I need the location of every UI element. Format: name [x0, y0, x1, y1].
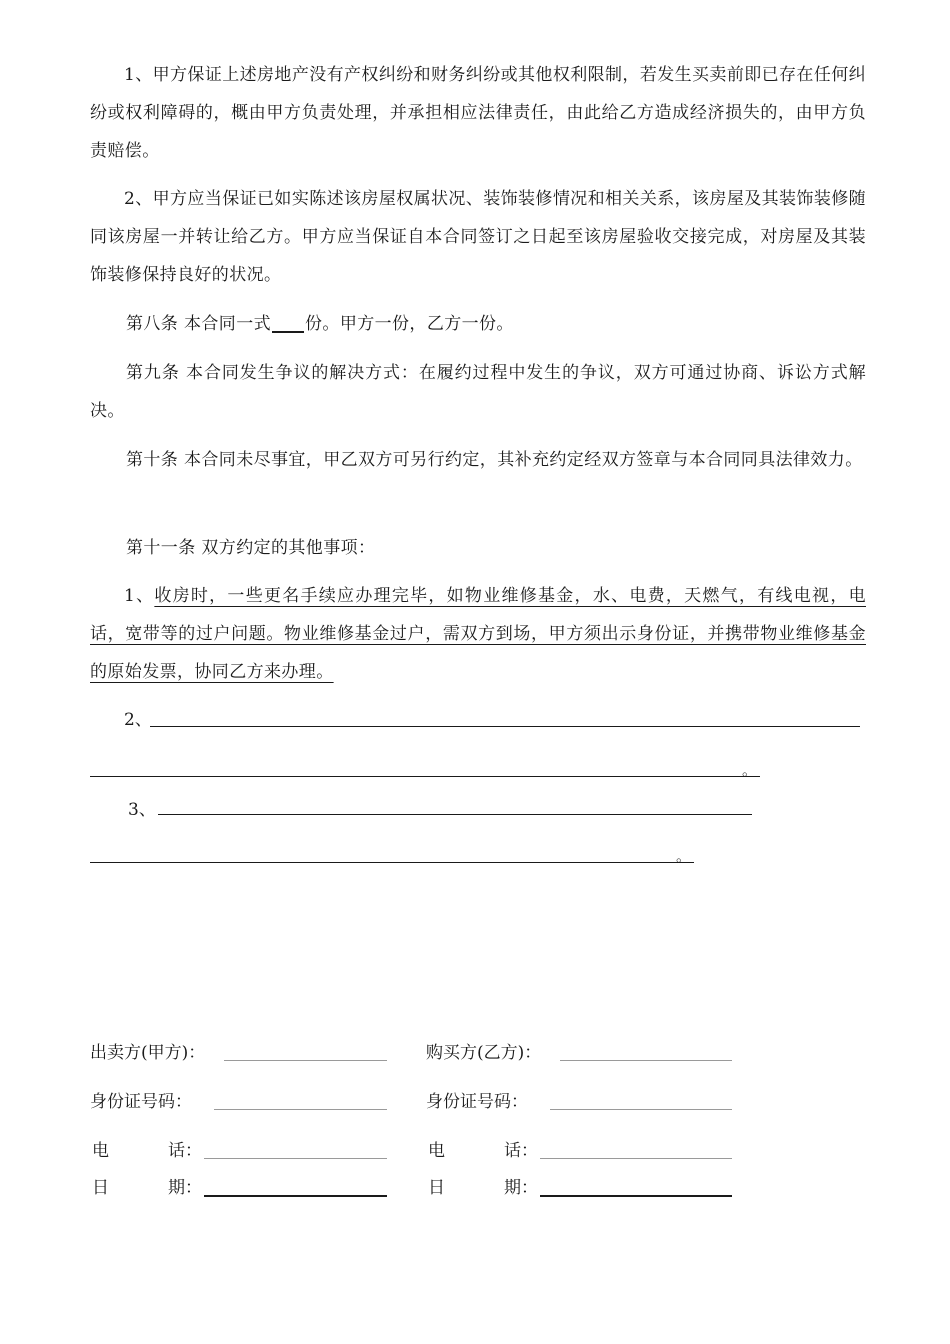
seller-date-label-1: 日: [92, 1178, 109, 1198]
buyer-date-label-2: 期：: [504, 1178, 538, 1198]
item-1-text: 收房时，一些更名手续应办理完毕，如物业维修基金，水、电费，天燃气，有线电视，电话，宽带等的过户问题。物业维修基金过户，需双方到场，甲方须出示身份证，并携带物业维修基金的原始发票，协同乙方来办理。: [90, 586, 866, 682]
article-8: [90, 305, 866, 343]
buyer-id-field[interactable]: [550, 1109, 732, 1110]
buyer-date-field[interactable]: [540, 1195, 732, 1197]
buyer-date-label-1: 日: [428, 1178, 445, 1198]
copies-blank[interactable]: [272, 309, 304, 333]
item-1-number: 1、: [124, 586, 155, 606]
seller-phone-label-2: 话：: [168, 1141, 202, 1161]
buyer-label: 购买方(乙方)：: [426, 1043, 542, 1063]
item-3-period: 。: [676, 847, 692, 865]
seller-date-label-2: 期：: [168, 1178, 202, 1198]
item-3-line-2[interactable]: [90, 862, 694, 863]
item-2-period: 。: [742, 761, 758, 779]
buyer-id-label: 身份证号码：: [426, 1092, 528, 1112]
seller-phone-field[interactable]: [204, 1158, 387, 1159]
item-3-line-1[interactable]: [158, 814, 752, 815]
item-2-line-2[interactable]: [90, 776, 760, 777]
buyer-name-field[interactable]: [560, 1060, 732, 1061]
article-11: 第十一条 双方约定的其他事项：: [126, 538, 376, 558]
seller-id-label: 身份证号码：: [90, 1092, 192, 1112]
seller-phone-label-1: 电: [92, 1141, 109, 1161]
article-8-text-after: 份。甲方一份，乙方一份。: [305, 314, 514, 334]
seller-id-field[interactable]: [214, 1109, 387, 1110]
article-8-text-before: 第八条 本合同一式: [126, 314, 272, 334]
item-1: [90, 577, 866, 691]
buyer-phone-label-1: 电: [428, 1141, 445, 1161]
article-10: 第十条 本合同未尽事宜，甲乙双方可另行约定，其补充约定经双方签章与本合同同具法律效力。: [126, 450, 863, 470]
clause-1: 1、甲方保证上述房地产没有产权纠纷和财务纠纷或其他权利限制，若发生买卖前即已存在任何纠纷或权利障碍的，概由甲方负责处理，并承担相应法律责任，由此给乙方造成经济损失的，由甲方负责赔偿。: [90, 65, 867, 161]
seller-label: 出卖方(甲方)：: [90, 1043, 206, 1063]
item-2-line-1[interactable]: [150, 726, 860, 727]
seller-date-field[interactable]: [204, 1195, 387, 1197]
clause-2: 2、甲方应当保证已如实陈述该房屋权属状况、装饰装修情况和相关关系，该房屋及其装饰装修随同该房屋一并转让给乙方。甲方应当保证自本合同签订之日起至该房屋验收交接完成，对房屋及其装饰装修保持良好的状况。: [90, 189, 867, 285]
buyer-phone-label-2: 话：: [504, 1141, 538, 1161]
buyer-phone-field[interactable]: [540, 1158, 732, 1159]
item-2-number: 2、: [124, 710, 152, 730]
seller-name-field[interactable]: [224, 1060, 387, 1061]
item-3-number: 3、: [128, 800, 156, 820]
article-9: 第九条 本合同发生争议的解决方式：在履约过程中发生的争议，双方可通过协商、诉讼方式解决。: [90, 363, 866, 421]
